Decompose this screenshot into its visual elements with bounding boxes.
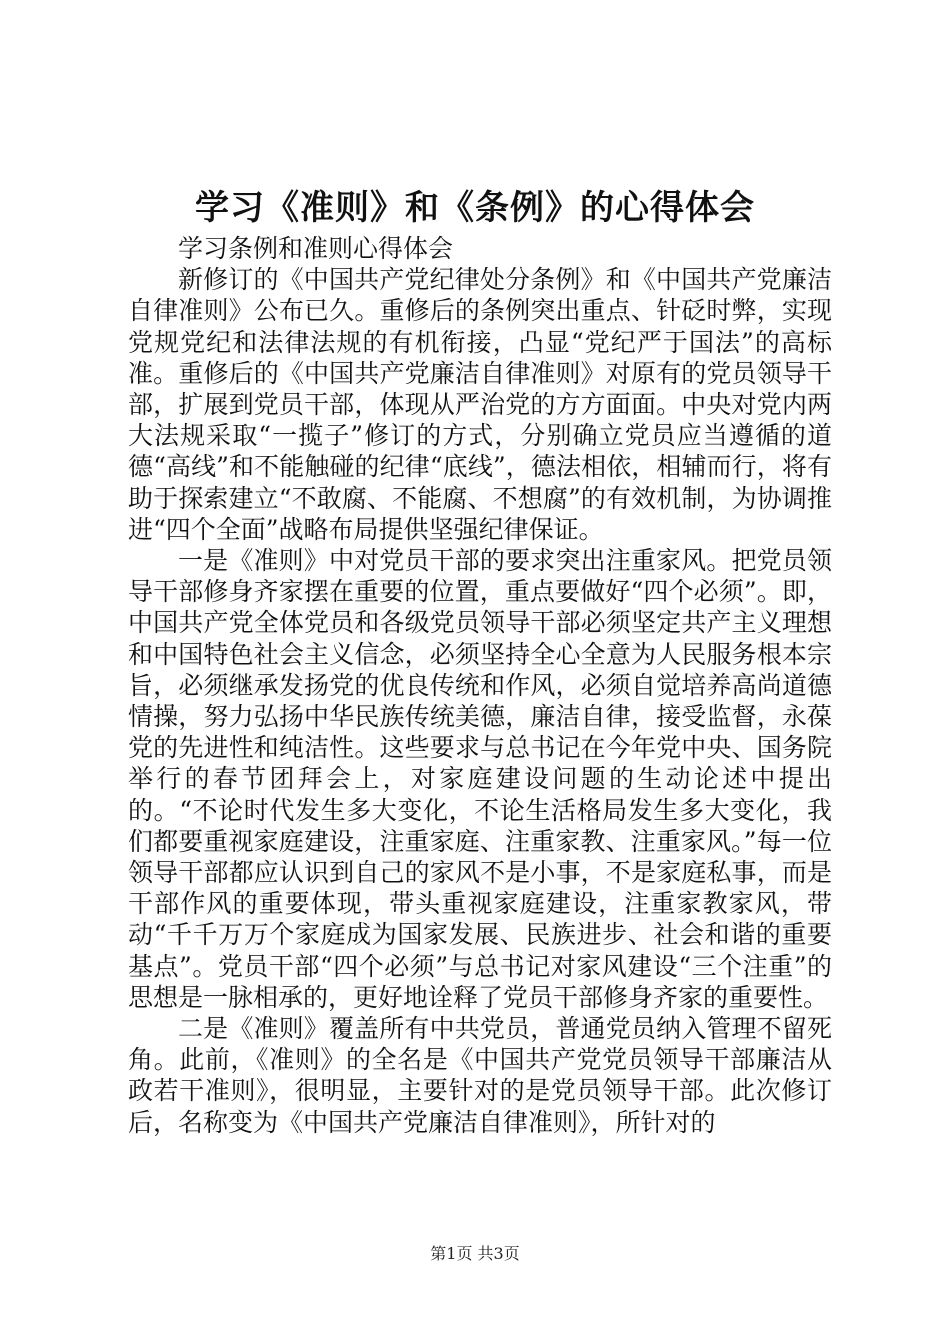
paragraph-intro: 新修订的《中国共产党纪律处分条例》和《中国共产党廉洁自律准则》公布已久。重修后的条例突出重点、针砭时弊，实现党规党纪和法律法规的有机衔接，凸显“党纪严于国法”的高标准。重修后的《中国共产党廉洁自律准则》对原有的党员领导干部，扩展到党员干部，体现从严治党的方方面面。中央对党内两大法规采取“一揽子”修订的方式，分别确立党员应当遵循的道德“高线”和不能触碰的纪律“底线”，德法相依，相辅而行，将有助于探索建立“不敢腐、不能腐、不想腐”的有效机制，为协调推进“四个全面”战略布局提供坚强纪律保证。 (128, 265, 832, 544)
paragraph-point-two: 二是《准则》覆盖所有中共党员，普通党员纳入管理不留死角。此前，《准则》的全名是《中国共产党党员领导干部廉洁从政若干准则》，很明显，主要针对的是党员领导干部。此次修订后，名称变为《中国共产党廉洁自律准则》，所针对的 (128, 1014, 832, 1137)
paragraph-point-one: 一是《准则》中对党员干部的要求突出注重家风。把党员领导干部修身齐家摆在重要的位置，重点要做好“四个必须”。即，中国共产党全体党员和各级党员领导干部必须坚定共产主义理想和中国特色社会主义信念，必须坚持全心全意为人民服务根本宗旨，必须继承发扬党的优良传统和作风，必须自觉培养高尚道德情操，努力弘扬中华民族传统美德，廉洁自律，接受监督，永葆党的先进性和纯洁性。这些要求与总书记在今年党中央、国务院举行的春节团拜会上，对家庭建设问题的生动论述中提出的。“不论时代发生多大变化，不论生活格局发生多大变化，我们都要重视家庭建设，注重家庭、注重家教、注重家风。”每一位领导干部都应认识到自己的家风不是小事，不是家庭私事，而是干部作风的重要体现，带头重视家庭建设，注重家教家风，带动“千千万万个家庭成为国家发展、民族进步、社会和谐的重要基点”。党员干部“四个必须”与总书记对家风建设“三个注重”的思想是一脉相承的，更好地诠释了党员干部修身齐家的重要性。 (128, 546, 832, 1012)
page-footer: 第1页 共3页 (430, 1244, 520, 1263)
document-title: 学习《准则》和《条例》的心得体会 (195, 188, 755, 228)
paragraph-subtitle: 学习条例和准则心得体会 (178, 234, 454, 263)
document-body (128, 233, 832, 1138)
